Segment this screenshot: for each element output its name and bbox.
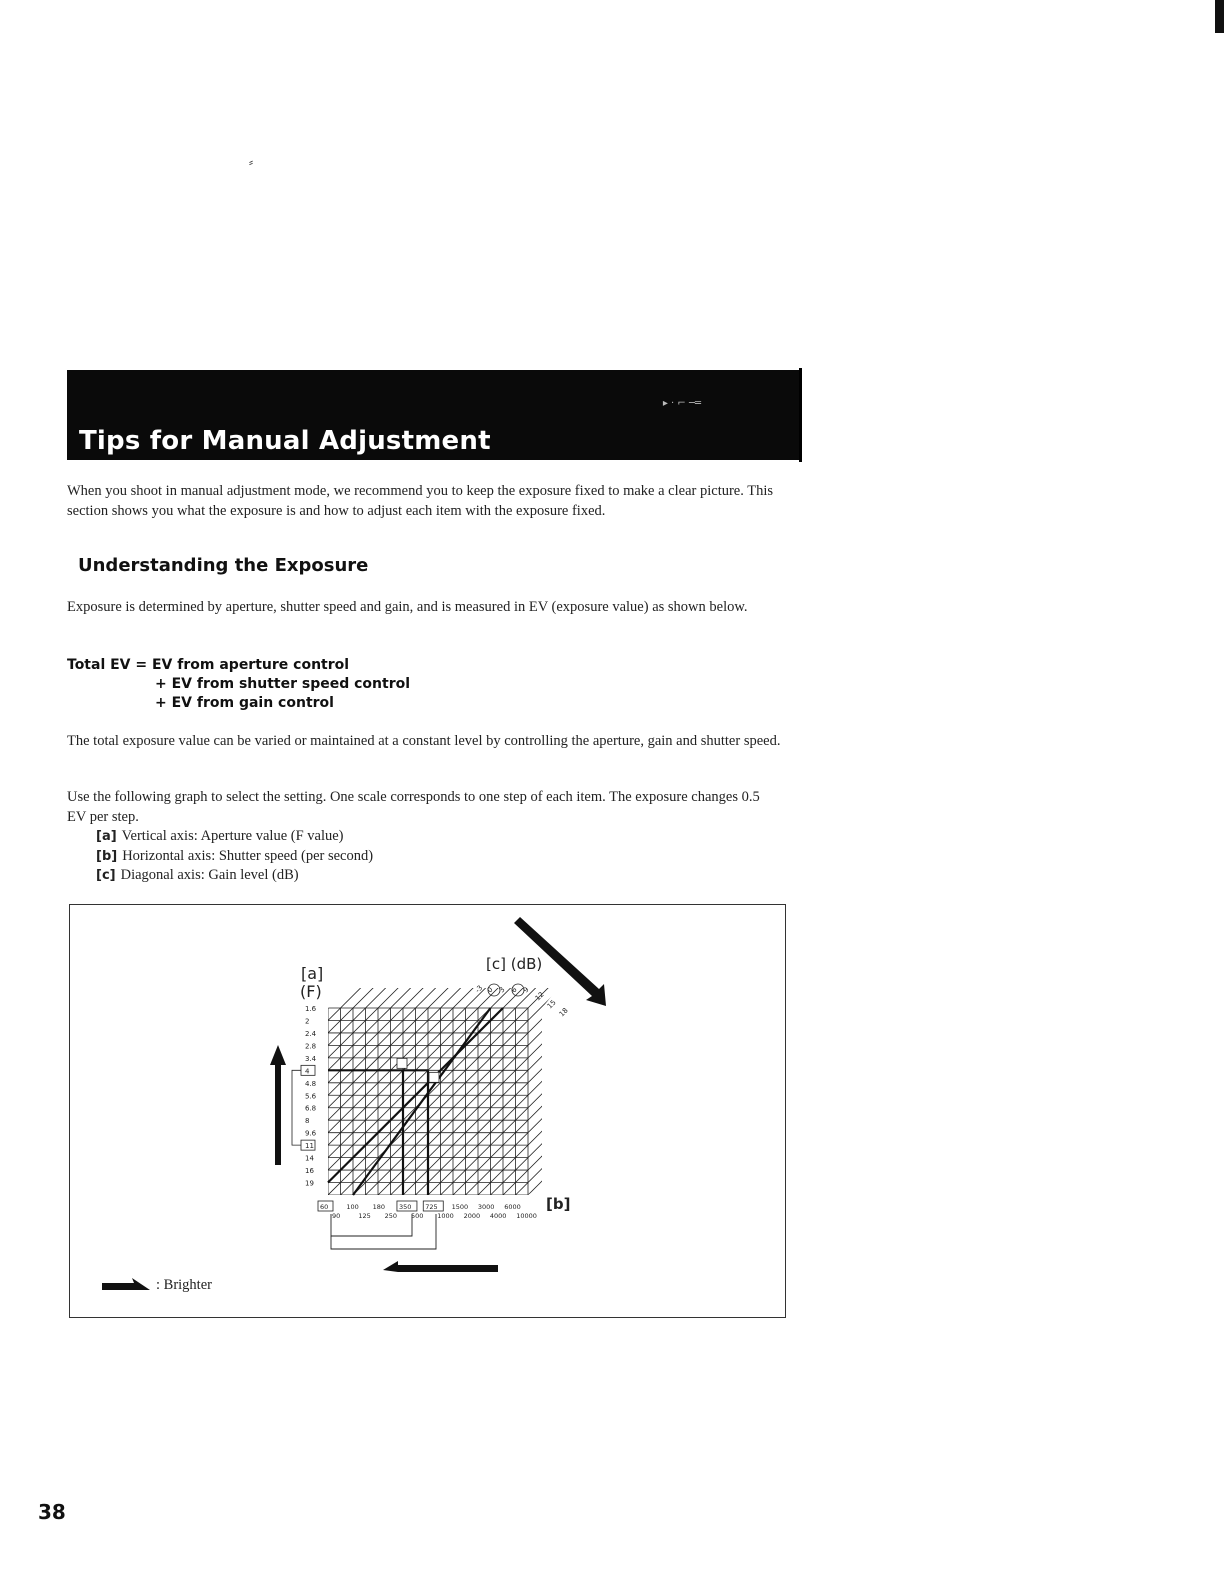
brighter-arrow-icon bbox=[102, 1278, 152, 1294]
f-value-label: 2.8 bbox=[305, 1042, 317, 1051]
point-marker-frame bbox=[429, 1072, 439, 1082]
formula-line-1: Total EV = EV from aperture control bbox=[67, 657, 350, 673]
shutter-bottom-label: 2000 bbox=[463, 1212, 481, 1220]
f-value-label: 8 bbox=[305, 1117, 310, 1126]
intro-paragraph: When you shoot in manual adjustment mode, we recommend you to keep the exposure fixed to make a clear picture. This section shows you what the exposure is and how to adjust each item with the exposure fixed. bbox=[67, 483, 773, 519]
page-title: Tips for Manual Adjustment bbox=[79, 426, 491, 456]
legend bbox=[102, 1277, 212, 1294]
point-marker-frame bbox=[397, 1058, 407, 1068]
gain-label: 15 bbox=[545, 998, 558, 1011]
f-bracket bbox=[292, 1070, 301, 1145]
shutter-bottom-label: 10000 bbox=[516, 1212, 537, 1220]
total-ev-paragraph: The total exposure value can be varied or maintained at a constant level by controlling the aperture, gain and shutter speed. bbox=[67, 733, 781, 749]
gain-diagonal-line bbox=[503, 921, 778, 1195]
f-value-label: 14 bbox=[305, 1154, 314, 1163]
exposure-paragraph: Exposure is determined by aperture, shutter speed and gain, and is measured in EV (exposure value) as shown below. bbox=[67, 599, 748, 615]
axis-key-a: [a] bbox=[96, 829, 117, 844]
gain-label: -3 bbox=[473, 983, 485, 995]
graph-intro-paragraph: Use the following graph to select the setting. One scale corresponds to one step of each item. The exposure changes 0.5 EV per step. bbox=[67, 789, 760, 825]
f-value-label: 2 bbox=[305, 1017, 310, 1026]
graph-lines bbox=[153, 921, 803, 1195]
gain-diagonal-line bbox=[528, 921, 803, 1195]
shutter-bottom-label: 250 bbox=[384, 1212, 398, 1220]
gain-label: 9 bbox=[521, 985, 531, 995]
f-value-label: 2.4 bbox=[305, 1029, 317, 1038]
gain-label: 0 bbox=[485, 985, 495, 995]
banner-scan-marks: ▸ · ⌐ ─═ bbox=[662, 398, 701, 409]
shutter-bottom-label: 125 bbox=[358, 1212, 371, 1220]
shutter-top-label: 100 bbox=[346, 1203, 359, 1211]
f-value-label: 1.6 bbox=[305, 1005, 317, 1013]
f-value-label: 16 bbox=[305, 1167, 314, 1176]
axis-key-c: [c] bbox=[96, 868, 116, 883]
f-value-label: 6.8 bbox=[305, 1104, 317, 1113]
legend-label: : Brighter bbox=[156, 1277, 212, 1293]
shutter-bottom-label: 4000 bbox=[489, 1212, 507, 1220]
f-value-label: 4 bbox=[305, 1067, 310, 1076]
f-value-label: 5.6 bbox=[305, 1092, 317, 1101]
axis-key-b: [b] bbox=[96, 848, 118, 864]
shutter-bottom-label: 500 bbox=[410, 1212, 424, 1220]
shutter-top-label: 725 bbox=[425, 1203, 438, 1211]
axis-c-label: [c] (dB) bbox=[486, 955, 543, 973]
axis-b-label: [b] bbox=[546, 1195, 571, 1213]
gain-label: 3 bbox=[497, 985, 507, 995]
f-value-label: 4.8 bbox=[305, 1079, 317, 1088]
shutter-top-label: 6000 bbox=[504, 1203, 521, 1211]
gain-label: 6 bbox=[509, 985, 519, 995]
axis-text-a: Vertical axis: Aperture value (F value) bbox=[121, 828, 344, 844]
f-value-label: 3.4 bbox=[305, 1054, 317, 1063]
formula-line-3: + EV from gain control bbox=[155, 695, 334, 711]
up-arrow-icon bbox=[270, 1045, 286, 1165]
gain-0-reference-line bbox=[353, 1008, 491, 1195]
axis-text-b: Horizontal axis: Shutter speed (per second) bbox=[122, 847, 374, 864]
gain-label: 12 bbox=[533, 990, 546, 1003]
axis-text-c: Diagonal axis: Gain level (dB) bbox=[120, 867, 299, 883]
axis-f-label: (F) bbox=[300, 982, 322, 1001]
shutter-top-label: 350 bbox=[398, 1203, 412, 1211]
axis-a-label: [a] bbox=[301, 964, 324, 983]
shutter-top-label: 3000 bbox=[477, 1203, 495, 1211]
page-number: 38 bbox=[38, 1500, 66, 1524]
scan-speck: ⸗ bbox=[249, 155, 253, 169]
left-arrow-icon bbox=[383, 1261, 498, 1272]
shutter-bottom-label: 1000 bbox=[437, 1212, 454, 1220]
gain-label: 18 bbox=[557, 1006, 570, 1019]
section-heading: Understanding the Exposure bbox=[78, 555, 369, 576]
f-value-label: 19 bbox=[305, 1179, 314, 1188]
f-value-label: 11 bbox=[305, 1142, 314, 1151]
formula-line-2: + EV from shutter speed control bbox=[155, 676, 411, 692]
shutter-top-label: 1500 bbox=[451, 1203, 469, 1211]
shutter-top-label: 180 bbox=[372, 1203, 386, 1211]
shutter-top-label: 60 bbox=[320, 1203, 329, 1211]
f-value-label: 9.6 bbox=[305, 1129, 317, 1138]
shutter-bottom-label: 90 bbox=[332, 1212, 341, 1220]
shutter-bracket-1 bbox=[331, 1214, 412, 1236]
